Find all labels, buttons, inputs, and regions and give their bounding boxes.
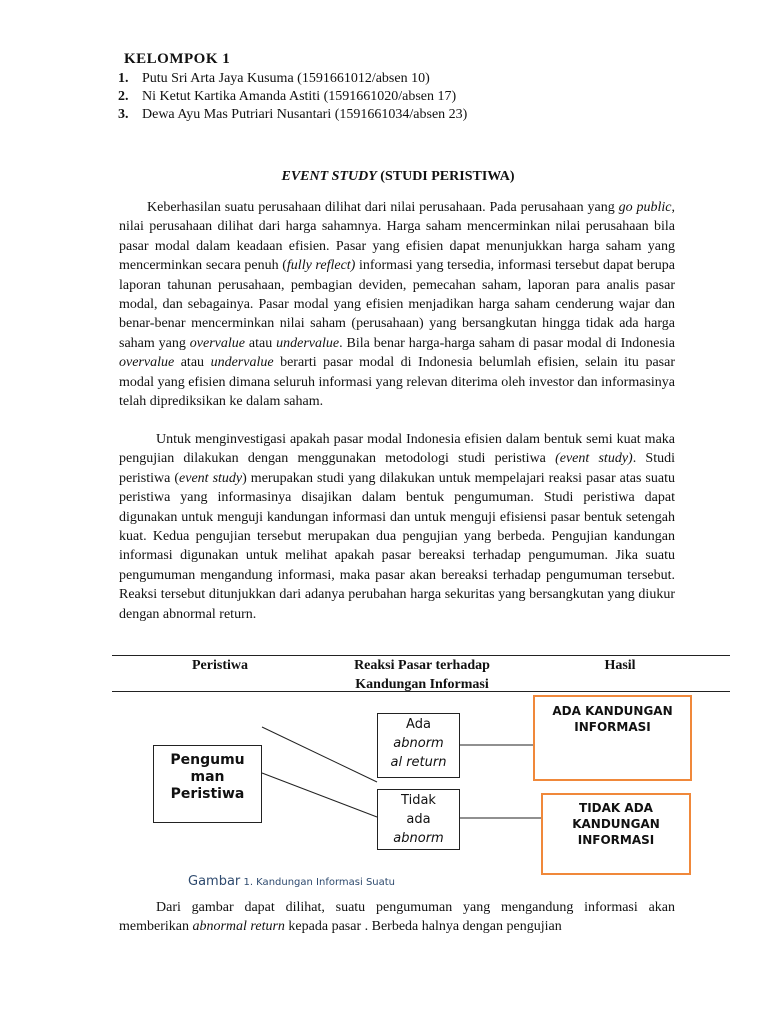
text-run: ) merupakan studi yang dilakukan untuk mempelajari reaksi pasar atas suatu peristiwa yang informasinya disajikan dalam bentuk pengumuman. Studi peristiwa dapat digunakan untuk menguji kandungan informasi dan untuk menguji efisiensi pasar bentuk setengah kuat. Kedua pengujian tersebut merupakan dua pengujian yang berbeda. Pengujian kandungan informasi digunakan untuk melihat apakah pasar bereaksi terhadap pengumuman. Jika suatu pengumuman mengandung informasi, maka pasar akan bereaksi terhadap pengumuman tersebut. Reaksi tersebut ditunjukkan dari adanya perubahan harga sekuritas yang bersangkutan yang diukur dengan abnormal return. bbox=[119, 470, 675, 622]
text-run: berarti pasar modal di Indonesia belumlah efisien, selain itu pasar modal yang efisien dimana seluruh informasi yang relevan diterima oleh investor dan informasinya telah diprediksikan ke dalam saham. bbox=[119, 355, 675, 410]
member-list bbox=[118, 70, 467, 124]
table-header-reaksi bbox=[322, 656, 522, 694]
list-item bbox=[118, 106, 467, 124]
event-box-line3: Peristiwa bbox=[170, 786, 245, 802]
section-title bbox=[0, 169, 768, 185]
text-run: . Bila benar harga-harga saham di pasar modal di Indonesia bbox=[339, 335, 675, 351]
connector-event-to-yes bbox=[262, 727, 377, 782]
italic-term: abnormal return bbox=[192, 919, 285, 935]
italic-term: event study bbox=[179, 470, 243, 486]
member-name: Ni Ketut Kartika Amanda Astiti (1591661020/absen 17) bbox=[142, 89, 457, 104]
reaction-yes-box bbox=[377, 713, 460, 778]
list-item bbox=[118, 88, 467, 106]
italic-term: overvalue bbox=[119, 355, 175, 371]
italic-term: fully reflect) bbox=[286, 258, 356, 274]
text-run: , nilai perusahaan dilihat dari harga sahamnya. Harga saham mencerminkan nilai perusahaan bila pasar modal dalam keadaan efisien. Pasar yang efisien dapat menunjukkan harga saham yang mencerminkan secara penuh ( bbox=[119, 200, 675, 274]
reaction-no-box bbox=[377, 789, 460, 850]
reaction-no-line2: ada bbox=[406, 812, 431, 827]
paragraph-1 bbox=[119, 198, 675, 411]
table-header-rule bbox=[112, 691, 730, 692]
text-run: atau bbox=[174, 355, 211, 371]
result-no-line1: TIDAK ADA bbox=[579, 801, 653, 815]
result-yes-box bbox=[533, 695, 692, 781]
connector-event-to-no bbox=[262, 773, 377, 817]
reaction-yes-line1: Ada bbox=[406, 717, 431, 732]
section-title-italic: EVENT STUDY bbox=[281, 169, 377, 184]
member-name: Putu Sri Arta Jaya Kusuma (1591661012/absen 10) bbox=[142, 71, 430, 86]
event-box-line2: man bbox=[190, 769, 225, 785]
list-number: 1. bbox=[118, 71, 129, 86]
figure-caption bbox=[188, 870, 395, 889]
text-run: informasi yang tersedia, informasi tersebut dapat berupa laporan tahunan perusahaan, pembagian deviden, pemecahan saham, laporan para analis pasar modal, dan sebagainya. Pasar modal yang efisien menjadikan harga saham cenderung wajar dan benar-benar mencerminkan nilai saham (perusahaan) yang bersangkutan hingga tidak ada harga saham yang bbox=[119, 258, 676, 351]
italic-term: overvalue bbox=[189, 335, 245, 351]
reaction-no-line1: Tidak bbox=[401, 793, 436, 808]
italic-term: undervalue bbox=[276, 335, 340, 351]
section-title-rest: (STUDI PERISTIWA) bbox=[376, 169, 515, 184]
list-number: 3. bbox=[118, 107, 129, 122]
result-no-line3: INFORMASI bbox=[577, 833, 655, 847]
reaction-no-line3: abnorm bbox=[393, 831, 444, 846]
caption-rest: 1. Kandungan Informasi Suatu bbox=[240, 877, 396, 888]
italic-term: go public bbox=[618, 200, 672, 215]
caption-word: Gambar bbox=[188, 874, 241, 889]
paragraph-3 bbox=[119, 898, 675, 937]
event-box bbox=[153, 745, 262, 823]
text-run: . Studi peristiwa ( bbox=[119, 451, 675, 486]
italic-term: undervalue bbox=[210, 355, 274, 371]
text-run: kepada pasar . Berbeda halnya dengan pengujian bbox=[284, 919, 562, 935]
reaction-yes-line3: al return bbox=[390, 755, 447, 770]
table-header-reaksi-line2: Kandungan Informasi bbox=[355, 677, 489, 692]
text-run: Untuk menginvestigasi apakah pasar modal Indonesia efisien dalam bentuk semi kuat maka pengujian dilakukan dengan menggunakan metodologi studi peristiwa bbox=[119, 432, 675, 467]
result-no-box bbox=[541, 793, 691, 875]
italic-term: (event study) bbox=[555, 451, 633, 467]
table-header-peristiwa: Peristiwa bbox=[192, 658, 248, 673]
group-title: KELOMPOK 1 bbox=[124, 51, 231, 67]
result-yes-line1: ADA KANDUNGAN bbox=[552, 704, 673, 718]
paragraph-2 bbox=[119, 430, 675, 624]
table-header-reaksi-line1: Reaksi Pasar terhadap bbox=[354, 658, 490, 673]
text-run: Keberhasilan suatu perusahaan dilihat dari nilai perusahaan. Pada perusahaan yang bbox=[147, 200, 619, 215]
reaction-yes-line2: abnorm bbox=[393, 736, 444, 751]
list-item bbox=[118, 70, 467, 88]
list-number: 2. bbox=[118, 89, 129, 104]
event-box-line1: Pengumu bbox=[170, 752, 245, 768]
text-run: atau bbox=[245, 335, 277, 351]
table-header-hasil: Hasil bbox=[604, 658, 636, 673]
result-no-line2: KANDUNGAN bbox=[572, 817, 660, 831]
result-yes-line2: INFORMASI bbox=[574, 720, 651, 734]
text-run: Dari gambar dapat dilihat, suatu pengumuman yang mengandung informasi akan memberikan bbox=[119, 900, 675, 935]
member-name: Dewa Ayu Mas Putriari Nusantari (1591661034/absen 23) bbox=[142, 107, 468, 122]
